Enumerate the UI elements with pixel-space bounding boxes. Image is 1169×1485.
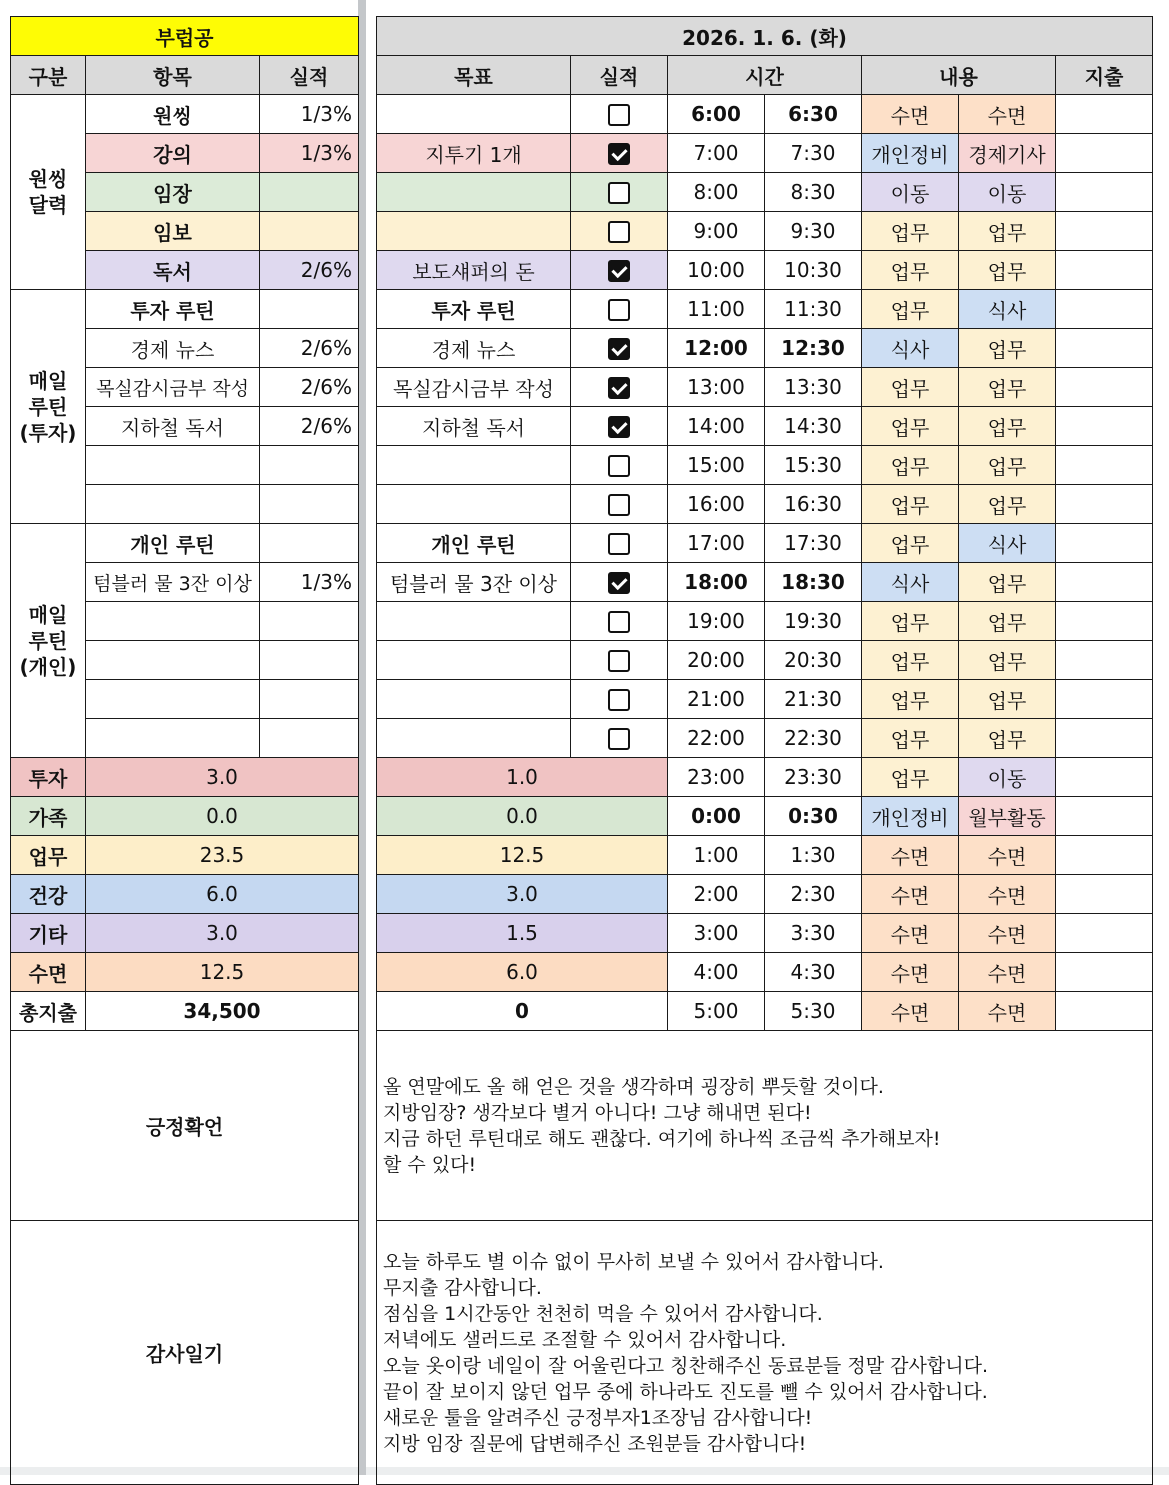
time-end[interactable]: 22:30 [765, 719, 862, 758]
gratitude-label: 감사일기 [11, 1221, 359, 1485]
time-start[interactable]: 9:00 [668, 212, 765, 251]
checked-checkbox-icon[interactable] [608, 338, 630, 360]
done-checkbox-cell[interactable] [571, 524, 668, 563]
time-end[interactable]: 17:30 [765, 524, 862, 563]
left-summary-table [10, 16, 359, 1485]
daily-schedule-table [376, 16, 1153, 1485]
content-cell[interactable]: 업무 [862, 641, 959, 680]
result-cell[interactable] [260, 641, 359, 680]
goal-cell[interactable] [377, 719, 571, 758]
time-start[interactable]: 21:00 [668, 680, 765, 719]
done-checkbox-cell[interactable] [571, 251, 668, 290]
group-label-personal-routine: 매일 루틴 (개인) [11, 524, 86, 758]
checkbox-icon[interactable] [608, 221, 630, 243]
time-end[interactable]: 15:30 [765, 446, 862, 485]
time-end[interactable]: 11:30 [765, 290, 862, 329]
content-cell[interactable]: 업무 [862, 485, 959, 524]
content-cell[interactable]: 식사 [959, 290, 1056, 329]
affirmation-label: 긍정확언 [11, 1031, 359, 1221]
time-start[interactable]: 13:00 [668, 368, 765, 407]
group-label-invest-routine: 매일 루틴 (투자) [11, 290, 86, 524]
content-cell[interactable]: 업무 [959, 602, 1056, 641]
affirmation-text[interactable] [377, 1031, 1153, 1221]
spend-cell[interactable] [1056, 797, 1153, 836]
done-checkbox-cell[interactable] [571, 212, 668, 251]
item-cell[interactable]: 임보 [86, 212, 260, 251]
content-cell[interactable]: 업무 [959, 212, 1056, 251]
item-cell[interactable]: 원씽 [86, 95, 260, 134]
summary-label: 총지출 [11, 992, 86, 1031]
result-cell[interactable]: 2/6% [260, 251, 359, 290]
spend-cell[interactable] [1056, 602, 1153, 641]
checkbox-icon[interactable] [608, 533, 630, 555]
time-end[interactable]: 9:30 [765, 212, 862, 251]
time-end[interactable]: 19:30 [765, 602, 862, 641]
result-cell[interactable] [260, 485, 359, 524]
result-cell[interactable] [260, 173, 359, 212]
content-cell[interactable]: 업무 [862, 251, 959, 290]
time-end[interactable]: 18:30 [765, 563, 862, 602]
table-row[interactable] [377, 953, 1153, 992]
goal-cell[interactable] [377, 641, 571, 680]
gratitude-text[interactable] [377, 1221, 1153, 1485]
content-cell[interactable]: 업무 [959, 641, 1056, 680]
gratitude-line: 점심을 1시간동안 천천히 먹을 수 있어서 감사합니다. [383, 1302, 823, 1325]
time-end[interactable]: 5:30 [765, 992, 862, 1031]
goal-cell[interactable] [377, 680, 571, 719]
table-row[interactable] [377, 602, 1153, 641]
done-checkbox-cell[interactable] [571, 719, 668, 758]
summary-label: 건강 [11, 875, 86, 914]
item-cell[interactable]: 임장 [86, 173, 260, 212]
time-start[interactable]: 7:00 [668, 134, 765, 173]
time-start[interactable]: 12:00 [668, 329, 765, 368]
spend-cell[interactable] [1056, 641, 1153, 680]
done-checkbox-cell[interactable] [571, 446, 668, 485]
content-cell[interactable]: 업무 [862, 407, 959, 446]
content-cell[interactable]: 식사 [959, 524, 1056, 563]
spend-cell[interactable] [1056, 290, 1153, 329]
result-cell[interactable]: 1/3% [260, 134, 359, 173]
table-row[interactable] [377, 95, 1153, 134]
done-checkbox-cell[interactable] [571, 290, 668, 329]
content-cell[interactable]: 수면 [959, 875, 1056, 914]
table-row[interactable] [377, 290, 1153, 329]
content-cell[interactable]: 업무 [959, 485, 1056, 524]
goal-cell[interactable] [377, 95, 571, 134]
table-row[interactable] [377, 563, 1153, 602]
content-cell[interactable]: 수면 [862, 95, 959, 134]
header-spend: 지출 [1056, 56, 1153, 95]
spend-cell[interactable] [1056, 368, 1153, 407]
time-end[interactable]: 4:30 [765, 953, 862, 992]
content-cell[interactable]: 업무 [959, 563, 1056, 602]
summary-value[interactable]: 6.0 [86, 875, 359, 914]
group-label-onething: 원씽 달력 [11, 95, 86, 290]
summary-value[interactable]: 23.5 [86, 836, 359, 875]
checkbox-icon[interactable] [608, 455, 630, 477]
time-end[interactable]: 8:30 [765, 173, 862, 212]
gratitude-line: 끝이 잘 보이지 않던 업무 중에 하나라도 진도를 뺄 수 있어서 감사합니다. [383, 1380, 988, 1403]
goal-cell[interactable] [377, 485, 571, 524]
done-checkbox-cell[interactable] [571, 563, 668, 602]
table-row[interactable] [377, 446, 1153, 485]
spend-cell[interactable] [1056, 407, 1153, 446]
item-cell[interactable] [86, 680, 260, 719]
content-cell[interactable]: 업무 [959, 407, 1056, 446]
time-end[interactable]: 21:30 [765, 680, 862, 719]
done-checkbox-cell[interactable] [571, 173, 668, 212]
content-cell[interactable]: 수면 [862, 836, 959, 875]
spend-cell[interactable] [1056, 758, 1153, 797]
content-cell[interactable]: 식사 [862, 329, 959, 368]
time-start[interactable]: 2:00 [668, 875, 765, 914]
gratitude-line: 오늘 하루도 별 이슈 없이 무사히 보낼 수 있어서 감사합니다. [383, 1250, 884, 1273]
content-cell[interactable]: 식사 [862, 563, 959, 602]
time-start[interactable]: 6:00 [668, 95, 765, 134]
goal-cell[interactable]: 투자 루틴 [377, 290, 571, 329]
spend-cell[interactable] [1056, 875, 1153, 914]
content-cell[interactable]: 이동 [959, 173, 1056, 212]
table-row[interactable] [11, 290, 359, 329]
content-cell[interactable]: 업무 [862, 212, 959, 251]
content-cell[interactable]: 업무 [862, 680, 959, 719]
done-checkbox-cell[interactable] [571, 329, 668, 368]
done-checkbox-cell[interactable] [571, 368, 668, 407]
goal-summary-value[interactable]: 3.0 [377, 875, 668, 914]
gratitude-line: 저녁에도 샐러드로 조절할 수 있어서 감사합니다. [383, 1328, 787, 1351]
summary-row[interactable] [11, 875, 359, 914]
header-time: 시간 [668, 56, 862, 95]
done-checkbox-cell[interactable] [571, 134, 668, 173]
time-start[interactable]: 5:00 [668, 992, 765, 1031]
item-cell[interactable]: 지하철 독서 [86, 407, 260, 446]
time-end[interactable]: 12:30 [765, 329, 862, 368]
content-cell[interactable]: 이동 [959, 758, 1056, 797]
result-cell[interactable] [260, 212, 359, 251]
content-cell[interactable]: 업무 [959, 329, 1056, 368]
content-cell[interactable]: 수면 [862, 992, 959, 1031]
time-start[interactable]: 14:00 [668, 407, 765, 446]
checkbox-icon[interactable] [608, 299, 630, 321]
goal-summary-value[interactable]: 0 [377, 992, 668, 1031]
time-start[interactable]: 10:00 [668, 251, 765, 290]
table-row[interactable] [377, 251, 1153, 290]
table-row[interactable] [377, 680, 1153, 719]
summary-row[interactable] [11, 914, 359, 953]
time-end[interactable]: 2:30 [765, 875, 862, 914]
summary-value[interactable]: 0.0 [86, 797, 359, 836]
time-end[interactable]: 1:30 [765, 836, 862, 875]
item-cell[interactable]: 경제 뉴스 [86, 329, 260, 368]
goal-cell[interactable]: 지하철 독서 [377, 407, 571, 446]
table-row[interactable] [377, 368, 1153, 407]
content-cell[interactable]: 업무 [959, 251, 1056, 290]
result-cell[interactable]: 2/6% [260, 329, 359, 368]
summary-row[interactable] [11, 758, 359, 797]
spend-cell[interactable] [1056, 914, 1153, 953]
time-start[interactable]: 18:00 [668, 563, 765, 602]
goal-summary-value[interactable]: 12.5 [377, 836, 668, 875]
summary-label: 수면 [11, 953, 86, 992]
time-end[interactable]: 10:30 [765, 251, 862, 290]
spend-cell[interactable] [1056, 134, 1153, 173]
time-end[interactable]: 0:30 [765, 797, 862, 836]
result-cell[interactable] [260, 719, 359, 758]
spend-cell[interactable] [1056, 173, 1153, 212]
spend-cell[interactable] [1056, 251, 1153, 290]
table-row[interactable] [377, 485, 1153, 524]
content-cell[interactable]: 업무 [862, 368, 959, 407]
table-row[interactable] [377, 719, 1153, 758]
table-row[interactable] [377, 836, 1153, 875]
table-row[interactable] [377, 758, 1153, 797]
result-cell[interactable] [260, 290, 359, 329]
time-start[interactable]: 1:00 [668, 836, 765, 875]
content-cell[interactable]: 수면 [959, 95, 1056, 134]
content-cell[interactable]: 업무 [862, 602, 959, 641]
summary-label: 투자 [11, 758, 86, 797]
checkbox-icon[interactable] [608, 689, 630, 711]
goal-cell[interactable]: 목실감시금부 작성 [377, 368, 571, 407]
header-category: 구분 [11, 56, 86, 95]
item-cell[interactable]: 투자 루틴 [86, 290, 260, 329]
item-cell[interactable]: 독서 [86, 251, 260, 290]
goal-cell[interactable] [377, 446, 571, 485]
spend-cell[interactable] [1056, 680, 1153, 719]
summary-value[interactable]: 3.0 [86, 914, 359, 953]
date-header: 2026. 1. 6. (화) [377, 17, 1153, 56]
checked-checkbox-icon[interactable] [608, 572, 630, 594]
checkbox-icon[interactable] [608, 611, 630, 633]
spend-cell[interactable] [1056, 836, 1153, 875]
content-cell[interactable]: 수면 [862, 914, 959, 953]
time-end[interactable]: 14:30 [765, 407, 862, 446]
content-cell[interactable]: 경제기사 [959, 134, 1056, 173]
affirmation-line: 올 연말에도 올 해 얻은 것을 생각하며 굉장히 뿌듯할 것이다. [383, 1075, 884, 1098]
result-cell[interactable]: 2/6% [260, 368, 359, 407]
table-row[interactable] [377, 173, 1153, 212]
table-row[interactable] [377, 914, 1153, 953]
time-start[interactable]: 3:00 [668, 914, 765, 953]
checkbox-icon[interactable] [608, 650, 630, 672]
summary-label: 업무 [11, 836, 86, 875]
table-row[interactable] [377, 875, 1153, 914]
time-end[interactable]: 16:30 [765, 485, 862, 524]
checkbox-icon[interactable] [608, 494, 630, 516]
time-start[interactable]: 16:00 [668, 485, 765, 524]
checkbox-icon[interactable] [608, 104, 630, 126]
table-row[interactable] [377, 134, 1153, 173]
table-row[interactable] [377, 992, 1153, 1031]
done-checkbox-cell[interactable] [571, 602, 668, 641]
header-content: 내용 [862, 56, 1056, 95]
spend-cell[interactable] [1056, 212, 1153, 251]
content-cell[interactable]: 수면 [862, 875, 959, 914]
done-checkbox-cell[interactable] [571, 407, 668, 446]
table-row[interactable] [377, 329, 1153, 368]
item-cell[interactable]: 텀블러 물 3잔 이상 [86, 563, 260, 602]
goal-summary-value[interactable]: 1.5 [377, 914, 668, 953]
table-row[interactable] [11, 95, 359, 134]
header-result: 실적 [260, 56, 359, 95]
time-end[interactable]: 23:30 [765, 758, 862, 797]
result-cell[interactable] [260, 602, 359, 641]
content-cell[interactable]: 개인정비 [862, 797, 959, 836]
gratitude-line: 무지출 감사합니다. [383, 1276, 542, 1299]
result-cell[interactable] [260, 524, 359, 563]
summary-value[interactable]: 12.5 [86, 953, 359, 992]
content-cell[interactable]: 업무 [862, 758, 959, 797]
result-cell[interactable]: 1/3% [260, 95, 359, 134]
checked-checkbox-icon[interactable] [608, 416, 630, 438]
content-cell[interactable]: 업무 [862, 719, 959, 758]
spend-cell[interactable] [1056, 95, 1153, 134]
item-cell[interactable] [86, 446, 260, 485]
content-cell[interactable]: 월부활동 [959, 797, 1056, 836]
result-cell[interactable] [260, 680, 359, 719]
done-checkbox-cell[interactable] [571, 485, 668, 524]
summary-value[interactable]: 3.0 [86, 758, 359, 797]
time-start[interactable]: 11:00 [668, 290, 765, 329]
gratitude-line: 새로운 툴을 알려주신 긍정부자1조장님 감사합니다! [383, 1406, 813, 1429]
checked-checkbox-icon[interactable] [608, 377, 630, 399]
gratitude-line: 오늘 옷이랑 네일이 잘 어울린다고 칭찬해주신 동료분들 정말 감사합니다. [383, 1354, 988, 1377]
content-cell[interactable]: 업무 [959, 680, 1056, 719]
goal-cell[interactable] [377, 173, 571, 212]
summary-label: 가족 [11, 797, 86, 836]
header-done: 실적 [571, 56, 668, 95]
pane-divider[interactable] [358, 0, 366, 1475]
spend-cell[interactable] [1056, 329, 1153, 368]
content-cell[interactable]: 업무 [862, 290, 959, 329]
content-cell[interactable]: 개인정비 [862, 134, 959, 173]
time-start[interactable]: 20:00 [668, 641, 765, 680]
time-end[interactable]: 13:30 [765, 368, 862, 407]
time-end[interactable]: 3:30 [765, 914, 862, 953]
goal-cell[interactable]: 텀블러 물 3잔 이상 [377, 563, 571, 602]
time-start[interactable]: 0:00 [668, 797, 765, 836]
affirmation-line: 지금 하던 루틴대로 해도 괜찮다. 여기에 하나씩 조금씩 추가해보자! [383, 1127, 941, 1150]
item-cell[interactable] [86, 719, 260, 758]
table-row[interactable] [377, 212, 1153, 251]
spend-cell[interactable] [1056, 446, 1153, 485]
spend-cell[interactable] [1056, 563, 1153, 602]
header-item: 항목 [86, 56, 260, 95]
done-checkbox-cell[interactable] [571, 95, 668, 134]
table-row[interactable] [11, 524, 359, 563]
time-end[interactable]: 20:30 [765, 641, 862, 680]
goal-cell[interactable]: 개인 루틴 [377, 524, 571, 563]
time-start[interactable]: 19:00 [668, 602, 765, 641]
summary-row[interactable] [11, 836, 359, 875]
done-checkbox-cell[interactable] [571, 641, 668, 680]
time-start[interactable]: 22:00 [668, 719, 765, 758]
result-cell[interactable]: 1/3% [260, 563, 359, 602]
result-cell[interactable] [260, 446, 359, 485]
content-cell[interactable]: 수면 [959, 953, 1056, 992]
checkbox-icon[interactable] [608, 728, 630, 750]
content-cell[interactable]: 수면 [959, 992, 1056, 1031]
affirmation-line: 할 수 있다! [383, 1153, 477, 1176]
table-row[interactable] [377, 641, 1153, 680]
goal-summary-value[interactable]: 6.0 [377, 953, 668, 992]
table-row[interactable] [377, 797, 1153, 836]
content-cell[interactable]: 이동 [862, 173, 959, 212]
done-checkbox-cell[interactable] [571, 680, 668, 719]
goal-cell[interactable]: 지투기 1개 [377, 134, 571, 173]
content-cell[interactable]: 업무 [862, 446, 959, 485]
goal-summary-value[interactable]: 1.0 [377, 758, 668, 797]
item-cell[interactable]: 목실감시금부 작성 [86, 368, 260, 407]
table-row[interactable] [377, 524, 1153, 563]
item-cell[interactable] [86, 602, 260, 641]
spend-cell[interactable] [1056, 992, 1153, 1031]
checked-checkbox-icon[interactable] [608, 143, 630, 165]
summary-row[interactable] [11, 992, 359, 1031]
content-cell[interactable]: 수면 [959, 836, 1056, 875]
summary-row[interactable] [11, 953, 359, 992]
time-start[interactable]: 17:00 [668, 524, 765, 563]
checked-checkbox-icon[interactable] [608, 260, 630, 282]
spend-cell[interactable] [1056, 485, 1153, 524]
total-spend-value[interactable]: 34,500 [86, 992, 359, 1031]
item-cell[interactable]: 강의 [86, 134, 260, 173]
result-cell[interactable]: 2/6% [260, 407, 359, 446]
time-end[interactable]: 6:30 [765, 95, 862, 134]
content-cell[interactable]: 수면 [959, 914, 1056, 953]
item-cell[interactable] [86, 641, 260, 680]
gratitude-line: 지방 임장 질문에 답변해주신 조원분들 감사합니다! [383, 1432, 807, 1455]
summary-label: 기타 [11, 914, 86, 953]
affirmation-line: 지방임장? 생각보다 별거 아니다! 그냥 해내면 된다! [383, 1101, 812, 1124]
spend-cell[interactable] [1056, 524, 1153, 563]
goal-cell[interactable] [377, 602, 571, 641]
goal-summary-value[interactable]: 0.0 [377, 797, 668, 836]
table-row[interactable] [377, 407, 1153, 446]
goal-cell[interactable]: 경제 뉴스 [377, 329, 571, 368]
spend-cell[interactable] [1056, 719, 1153, 758]
content-cell[interactable]: 업무 [959, 446, 1056, 485]
time-start[interactable]: 23:00 [668, 758, 765, 797]
content-cell[interactable]: 업무 [862, 524, 959, 563]
time-start[interactable]: 8:00 [668, 173, 765, 212]
goal-cell[interactable] [377, 212, 571, 251]
time-end[interactable]: 7:30 [765, 134, 862, 173]
time-start[interactable]: 15:00 [668, 446, 765, 485]
item-cell[interactable] [86, 485, 260, 524]
header-goal: 목표 [377, 56, 571, 95]
time-start[interactable]: 4:00 [668, 953, 765, 992]
left-title: 부럽공 [11, 17, 359, 56]
content-cell[interactable]: 업무 [959, 368, 1056, 407]
item-cell[interactable]: 개인 루틴 [86, 524, 260, 563]
content-cell[interactable]: 수면 [862, 953, 959, 992]
content-cell[interactable]: 업무 [959, 719, 1056, 758]
spend-cell[interactable] [1056, 953, 1153, 992]
checkbox-icon[interactable] [608, 182, 630, 204]
summary-row[interactable] [11, 797, 359, 836]
goal-cell[interactable]: 보도섀퍼의 돈 [377, 251, 571, 290]
